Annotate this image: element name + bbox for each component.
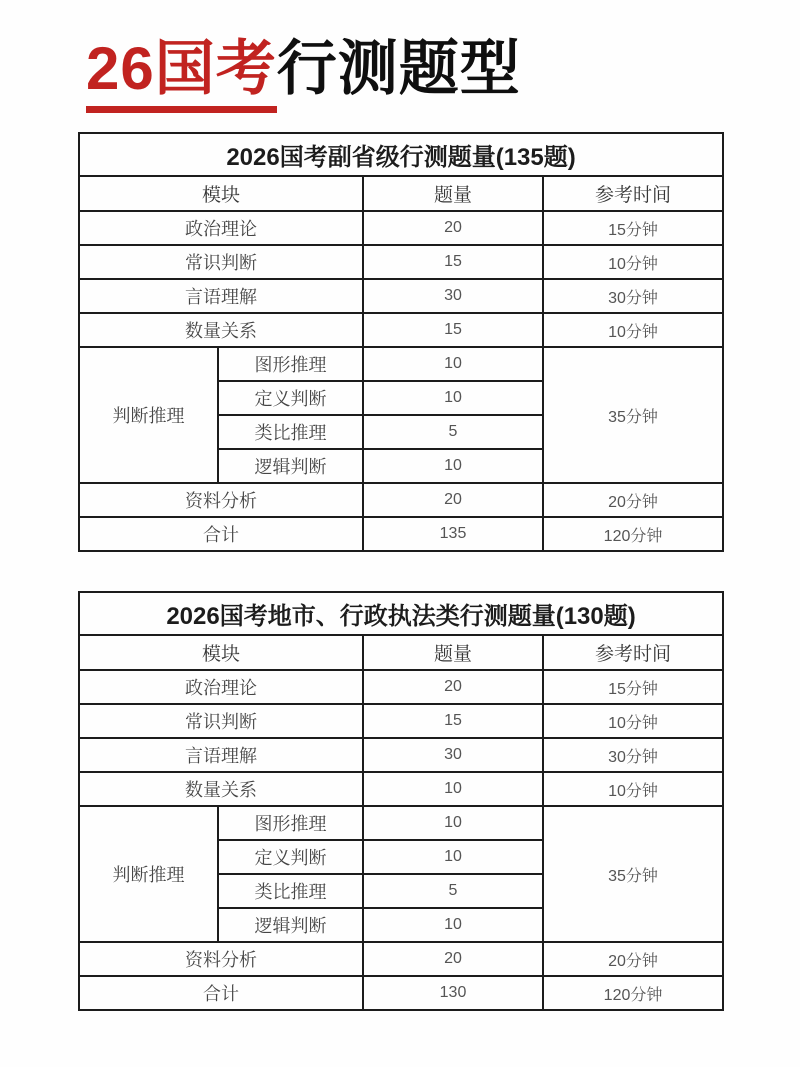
module-cell: 政治理论 bbox=[79, 211, 363, 245]
count-cell: 10 bbox=[363, 840, 543, 874]
module-cell: 言语理解 bbox=[79, 279, 363, 313]
count-cell: 20 bbox=[363, 942, 543, 976]
col-header-count: 题量 bbox=[363, 176, 543, 211]
time-cell: 10分钟 bbox=[543, 772, 723, 806]
sub-module-cell: 类比推理 bbox=[218, 874, 363, 908]
sub-module-cell: 逻辑判断 bbox=[218, 908, 363, 942]
module-cell: 言语理解 bbox=[79, 738, 363, 772]
count-cell: 15 bbox=[363, 704, 543, 738]
table-row bbox=[79, 483, 723, 517]
time-cell: 10分钟 bbox=[543, 313, 723, 347]
total-label-cell: 合计 bbox=[79, 976, 363, 1010]
module-cell: 数量关系 bbox=[79, 772, 363, 806]
module-cell: 常识判断 bbox=[79, 704, 363, 738]
sub-module-cell: 定义判断 bbox=[218, 840, 363, 874]
page-title bbox=[86, 34, 521, 113]
table-dishi-wrap bbox=[78, 591, 722, 1011]
table-row bbox=[79, 279, 723, 313]
table-title-row bbox=[79, 592, 723, 635]
table-row bbox=[79, 313, 723, 347]
module-cell: 资料分析 bbox=[79, 942, 363, 976]
count-cell: 20 bbox=[363, 211, 543, 245]
table-row-group bbox=[79, 806, 723, 840]
count-cell: 10 bbox=[363, 449, 543, 483]
time-cell: 10分钟 bbox=[543, 245, 723, 279]
table-title: 2026国考地市、行政执法类行测题量(130题) bbox=[79, 592, 723, 635]
total-count-cell: 135 bbox=[363, 517, 543, 551]
sub-module-cell: 图形推理 bbox=[218, 347, 363, 381]
col-header-time: 参考时间 bbox=[543, 176, 723, 211]
table-title: 2026国考副省级行测题量(135题) bbox=[79, 133, 723, 176]
table-row-total bbox=[79, 976, 723, 1010]
total-time-cell: 120分钟 bbox=[543, 976, 723, 1010]
count-cell: 30 bbox=[363, 279, 543, 313]
total-label-cell: 合计 bbox=[79, 517, 363, 551]
page-title-highlight: 26国考 bbox=[86, 34, 277, 113]
count-cell: 10 bbox=[363, 908, 543, 942]
count-cell: 15 bbox=[363, 313, 543, 347]
time-cell: 30分钟 bbox=[543, 738, 723, 772]
total-count-cell: 130 bbox=[363, 976, 543, 1010]
table-row bbox=[79, 942, 723, 976]
sub-module-cell: 逻辑判断 bbox=[218, 449, 363, 483]
table-dishi bbox=[78, 591, 724, 1011]
group-time-cell: 35分钟 bbox=[543, 347, 723, 483]
count-cell: 20 bbox=[363, 483, 543, 517]
table-row bbox=[79, 211, 723, 245]
time-cell: 15分钟 bbox=[543, 670, 723, 704]
count-cell: 10 bbox=[363, 381, 543, 415]
time-cell: 15分钟 bbox=[543, 211, 723, 245]
group-time-cell: 35分钟 bbox=[543, 806, 723, 942]
table-row bbox=[79, 670, 723, 704]
col-header-module: 模块 bbox=[79, 176, 363, 211]
time-cell: 20分钟 bbox=[543, 942, 723, 976]
count-cell: 30 bbox=[363, 738, 543, 772]
count-cell: 5 bbox=[363, 874, 543, 908]
count-cell: 10 bbox=[363, 347, 543, 381]
col-header-count: 题量 bbox=[363, 635, 543, 670]
table-row-group bbox=[79, 347, 723, 381]
sub-module-cell: 图形推理 bbox=[218, 806, 363, 840]
page-title-rest: 行测题型 bbox=[276, 35, 521, 102]
table-row-total bbox=[79, 517, 723, 551]
table-fushengji bbox=[78, 132, 724, 552]
module-cell: 数量关系 bbox=[79, 313, 363, 347]
sub-module-cell: 类比推理 bbox=[218, 415, 363, 449]
time-cell: 30分钟 bbox=[543, 279, 723, 313]
table-header-row bbox=[79, 176, 723, 211]
module-cell: 资料分析 bbox=[79, 483, 363, 517]
count-cell: 20 bbox=[363, 670, 543, 704]
table-fushengji-wrap bbox=[78, 132, 722, 552]
table-row bbox=[79, 704, 723, 738]
col-header-module: 模块 bbox=[79, 635, 363, 670]
table-header-row bbox=[79, 635, 723, 670]
module-cell: 政治理论 bbox=[79, 670, 363, 704]
table-row bbox=[79, 245, 723, 279]
time-cell: 10分钟 bbox=[543, 704, 723, 738]
total-time-cell: 120分钟 bbox=[543, 517, 723, 551]
module-cell: 常识判断 bbox=[79, 245, 363, 279]
table-row bbox=[79, 772, 723, 806]
col-header-time: 参考时间 bbox=[543, 635, 723, 670]
group-module-cell: 判断推理 bbox=[79, 806, 218, 942]
table-title-row bbox=[79, 133, 723, 176]
group-module-cell: 判断推理 bbox=[79, 347, 218, 483]
table-row bbox=[79, 738, 723, 772]
count-cell: 10 bbox=[363, 806, 543, 840]
count-cell: 5 bbox=[363, 415, 543, 449]
count-cell: 15 bbox=[363, 245, 543, 279]
time-cell: 20分钟 bbox=[543, 483, 723, 517]
count-cell: 10 bbox=[363, 772, 543, 806]
sub-module-cell: 定义判断 bbox=[218, 381, 363, 415]
